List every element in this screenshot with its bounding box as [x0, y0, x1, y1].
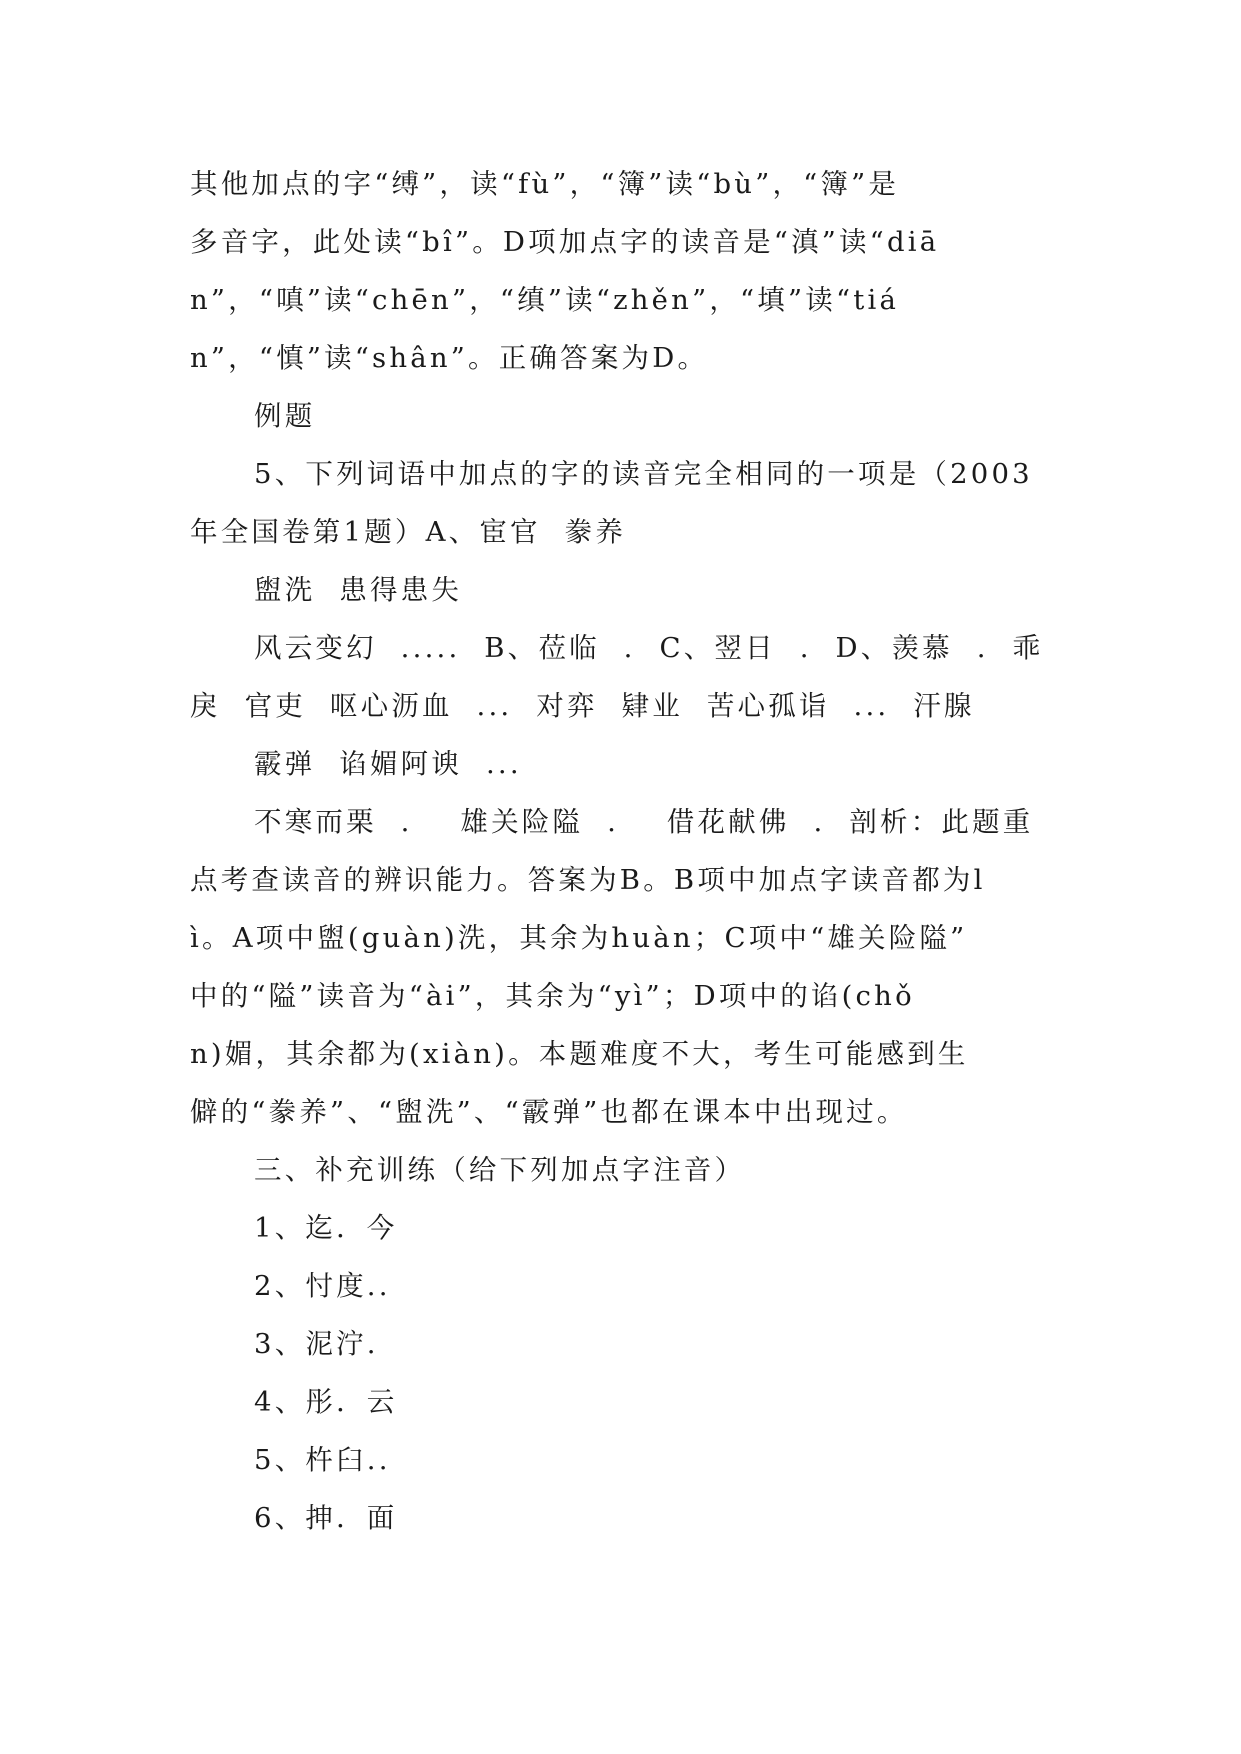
exercise-item: 1、迄．今: [254, 1212, 398, 1244]
option-line: 风云变幻 ..... B、莅临 . C、翌日 . D、羡慕 . 乖: [254, 632, 1044, 664]
paragraph-line: n”，“嗔”读“chēn”，“缜”读“zhěn”，“填”读“tiá: [190, 284, 900, 316]
option-line: 霰弹 谄媚阿谀 ...: [254, 748, 522, 780]
paragraph-line: 其他加点的字“缚”，读“fù”，“簿”读“bù”，“簿”是: [190, 168, 900, 200]
question-line: 5、下列词语中加点的字的读音完全相同的一项是（2003: [254, 458, 1033, 490]
analysis-line: 中的“隘”读音为“ài”，其余为“yì”；D项中的谄(chǒ: [190, 980, 915, 1012]
option-line: 戾 官吏 呕心沥血 ... 对弈 肄业 苦心孤诣 ... 汗腺: [190, 690, 975, 722]
exercise-item: 3、泥泞.: [254, 1328, 379, 1360]
exercise-item: 4、彤．云: [254, 1386, 398, 1418]
analysis-line: 点考查读音的辨识能力。答案为B。B项中加点字读音都为l: [190, 864, 986, 896]
paragraph-line: n”，“慎”读“shân”。正确答案为D。: [190, 342, 709, 374]
paragraph-line: 多音字，此处读“bî”。D项加点字的读音是“滇”读“diā: [190, 226, 940, 258]
question-line: 年全国卷第1题）A、宦官 豢养: [190, 516, 627, 548]
analysis-line: 不寒而栗 . 雄关险隘 . 借花献佛 . 剖析：此题重: [254, 806, 1034, 838]
exercise-item: 5、杵臼..: [254, 1444, 391, 1476]
document-body: [190, 155, 1060, 1547]
analysis-line: n)媚，其余都为(xiàn)。本题难度不大，考生可能感到生: [190, 1038, 969, 1070]
exercise-item: 2、忖度..: [254, 1270, 391, 1302]
option-line: 盥洗 患得患失: [254, 574, 463, 606]
section-heading: 三、补充训练（给下列加点字注音）: [254, 1154, 746, 1186]
section-heading: 例题: [254, 400, 316, 432]
analysis-line: 僻的“豢养”、“盥洗”、“霰弹”也都在课本中出现过。: [190, 1096, 908, 1128]
exercise-item: 6、抻．面: [254, 1502, 398, 1534]
analysis-line: ì。A项中盥(guàn)洗，其余为huàn；C项中“雄关险隘”: [190, 922, 968, 954]
